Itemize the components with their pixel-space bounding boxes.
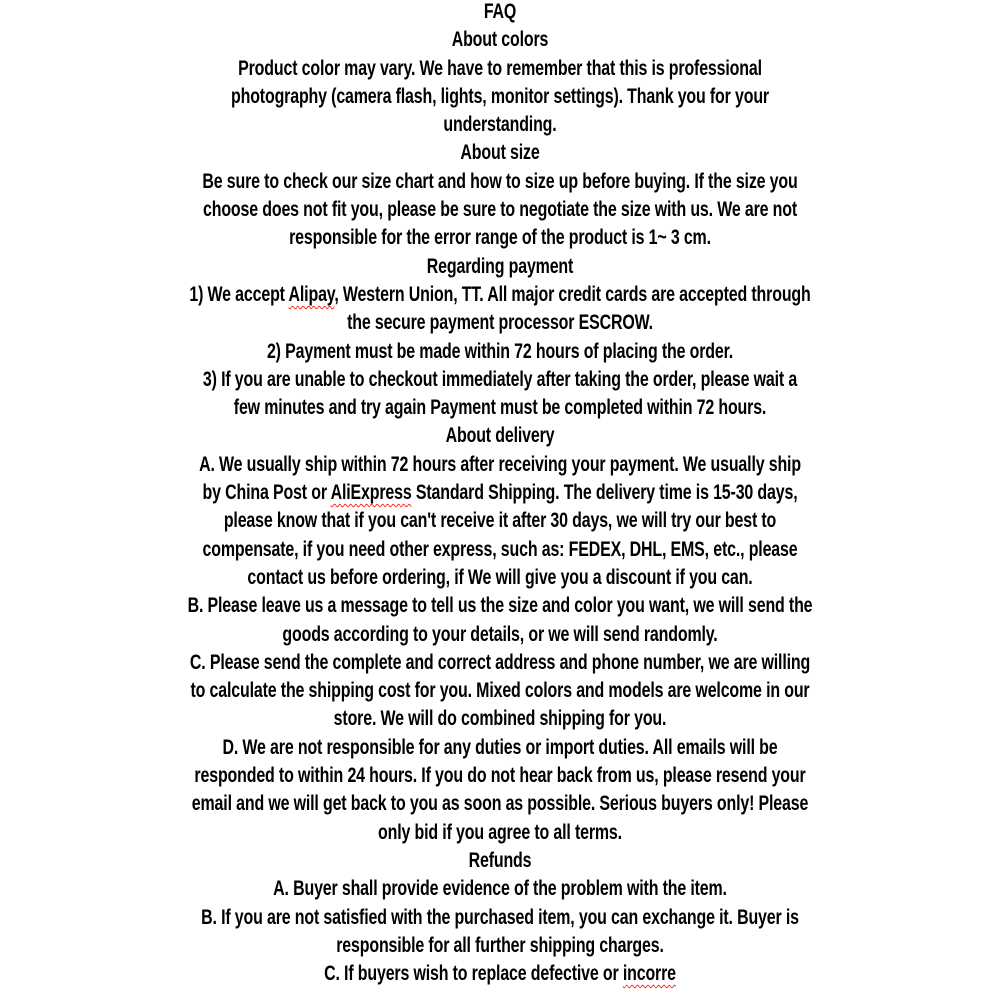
text-segment: goods according to your details, or we will send randomly. <box>282 622 718 646</box>
section-heading <box>120 253 880 281</box>
text-segment: understanding. <box>443 113 557 137</box>
text-segment: photography (camera flash, lights, monitor settings). Thank you for your <box>231 84 769 108</box>
text-segment: About colors <box>451 28 549 52</box>
text-line <box>120 649 880 677</box>
text-segment: by China Post or <box>202 481 331 505</box>
text-line <box>120 875 880 903</box>
text-line <box>120 196 880 224</box>
text-segment: A. We usually ship within 72 hours after receiving your payment. We usually ship <box>199 452 801 476</box>
text-line <box>120 111 880 139</box>
text-line <box>120 932 880 960</box>
text-segment: 2) Payment must be made within 72 hours of placing the order. <box>266 339 734 363</box>
text-line <box>120 224 880 252</box>
text-segment: FAQ <box>483 0 517 23</box>
text-segment: 3) If you are unable to checkout immediately after taking the order, please wait a <box>202 367 798 391</box>
text-segment: please know that if you can't receive it after 30 days, we will try our best to <box>223 509 777 533</box>
text-segment: C. If buyers wish to replace defective or <box>324 962 623 986</box>
text-segment: Refunds <box>468 848 532 872</box>
text-segment: the secure payment processor ESCROW. <box>347 311 653 335</box>
misspelled-word: incorre <box>622 962 676 986</box>
text-line <box>120 762 880 790</box>
text-line <box>120 904 880 932</box>
text-segment: Be sure to check our size chart and how to size up before buying. If the size you <box>202 169 798 193</box>
text-segment: B. Please leave us a message to tell us the size and color you want, we will send the <box>187 594 813 618</box>
text-segment: A. Buyer shall provide evidence of the problem with the item. <box>273 877 727 901</box>
text-line <box>120 734 880 762</box>
text-segment: few minutes and try again Payment must be completed within 72 hours. <box>233 396 767 420</box>
text-segment: store. We will do combined shipping for you. <box>333 707 667 731</box>
text-segment: About size <box>460 141 540 165</box>
text-line <box>120 451 880 479</box>
text-line <box>120 790 880 818</box>
text-line <box>120 55 880 83</box>
text-line <box>120 819 880 847</box>
text-line <box>120 168 880 196</box>
text-segment: D. We are not responsible for any duties or import duties. All emails will be <box>222 735 778 759</box>
section-heading <box>120 847 880 875</box>
text-line <box>120 281 880 309</box>
text-segment: responsible for the error range of the product is 1~ 3 cm. <box>289 226 711 250</box>
text-segment: responsible for all further shipping charges. <box>336 933 664 957</box>
text-segment: only bid if you agree to all terms. <box>378 820 622 844</box>
text-segment: C. Please send the complete and correct address and phone number, we are willing <box>189 650 811 674</box>
text-line <box>120 394 880 422</box>
text-segment: choose does not fit you, please be sure to negotiate the size with us. We are not <box>203 198 797 222</box>
text-segment: responded to within 24 hours. If you do not hear back from us, please resend your <box>194 764 806 788</box>
text-line <box>120 507 880 535</box>
text-segment: Product color may vary. We have to remember that this is professional <box>238 56 762 80</box>
text-line <box>120 83 880 111</box>
text-line <box>120 677 880 705</box>
text-segment: to calculate the shipping cost for you. Mixed colors and models are welcome in our <box>190 679 810 703</box>
text-line <box>120 705 880 733</box>
text-segment: , Western Union, TT. All major credit cards are accepted through <box>334 282 811 306</box>
text-line <box>120 309 880 337</box>
misspelled-word: AliExpress <box>330 481 412 505</box>
text-segment: Standard Shipping. The delivery time is 15-30 days, <box>411 481 798 505</box>
text-segment: 1) We accept <box>189 282 289 306</box>
section-heading <box>120 422 880 450</box>
text-line <box>120 960 880 988</box>
text-line <box>120 338 880 366</box>
text-segment: email and we will get back to you as soon as possible. Serious buyers only! Please <box>191 792 809 816</box>
text-line <box>120 536 880 564</box>
text-line <box>120 592 880 620</box>
section-heading <box>120 0 880 26</box>
text-line <box>120 366 880 394</box>
section-heading <box>120 139 880 167</box>
text-segment: B. If you are not satisfied with the purchased item, you can exchange it. Buyer is <box>201 905 799 929</box>
misspelled-word: Alipay <box>288 282 335 306</box>
text-segment: contact us before ordering, if We will give you a discount if you can. <box>247 565 753 589</box>
text-line <box>120 479 880 507</box>
text-line <box>120 621 880 649</box>
text-segment: compensate, if you need other express, such as: FEDEX, DHL, EMS, etc., please <box>202 537 798 561</box>
text-segment: Regarding payment <box>426 254 574 278</box>
text-line <box>120 564 880 592</box>
text-segment: About delivery <box>445 424 555 448</box>
section-heading <box>120 26 880 54</box>
